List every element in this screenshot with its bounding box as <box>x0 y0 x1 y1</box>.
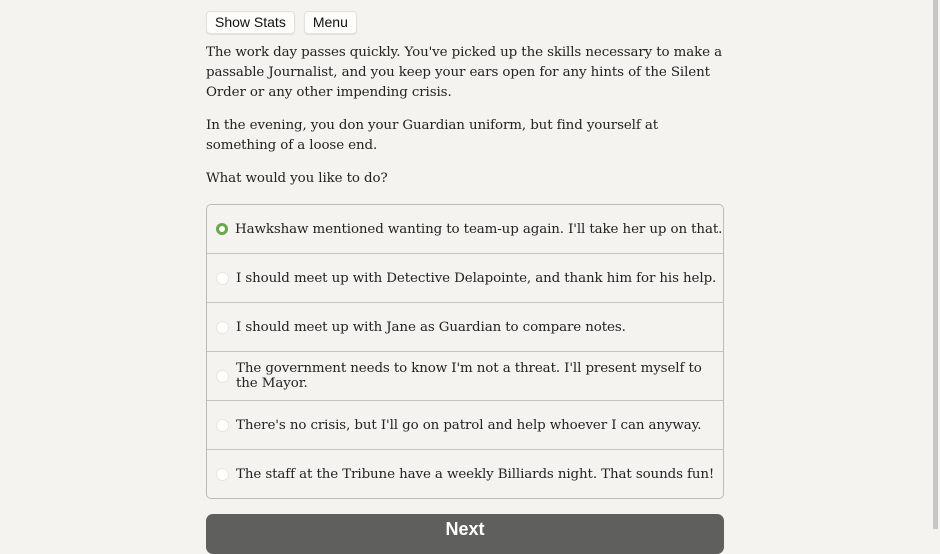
choice-option[interactable] <box>207 351 723 400</box>
choice-label: The government needs to know I'm not a threat. I'll present myself to the Mayor. <box>236 361 702 391</box>
radio-unchecked-icon[interactable] <box>216 370 229 383</box>
radio-checked-icon[interactable] <box>216 223 228 235</box>
choice-label: The staff at the Tribune have a weekly Billiards night. That sounds fun! <box>236 466 715 482</box>
radio-unchecked-icon[interactable] <box>216 272 229 285</box>
next-button[interactable]: Next <box>206 514 724 554</box>
scrollbar[interactable] <box>933 0 938 529</box>
choice-option[interactable] <box>207 253 723 302</box>
choice-list <box>206 204 724 499</box>
radio-unchecked-icon[interactable] <box>216 321 229 334</box>
story-paragraph: The work day passes quickly. You've picked up the skills necessary to make a passable Journalist, and you keep your ears open for any hints of the Silent Order or any other impending crisis. <box>206 45 723 100</box>
radio-unchecked-icon[interactable] <box>216 468 229 481</box>
top-toolbar <box>206 11 357 34</box>
choice-label: I should meet up with Jane as Guardian to compare notes. <box>236 319 626 335</box>
show-stats-button[interactable]: Show Stats <box>206 11 295 34</box>
menu-button[interactable]: Menu <box>304 11 357 34</box>
choice-label: I should meet up with Detective Delapointe, and thank him for his help. <box>236 270 717 286</box>
choice-option[interactable] <box>207 302 723 351</box>
story-text <box>206 43 726 202</box>
choice-option[interactable] <box>207 400 723 449</box>
choice-label: There's no crisis, but I'll go on patrol and help whoever I can anyway. <box>236 417 702 433</box>
radio-unchecked-icon[interactable] <box>216 419 229 432</box>
story-prompt: What would you like to do? <box>206 171 388 186</box>
choice-option[interactable] <box>207 449 723 498</box>
choice-label: Hawkshaw mentioned wanting to team-up again. I'll take her up on that. <box>235 221 723 237</box>
story-paragraph: In the evening, you don your Guardian uniform, but find yourself at something of a loose end. <box>206 118 659 153</box>
choice-option[interactable] <box>207 205 723 253</box>
